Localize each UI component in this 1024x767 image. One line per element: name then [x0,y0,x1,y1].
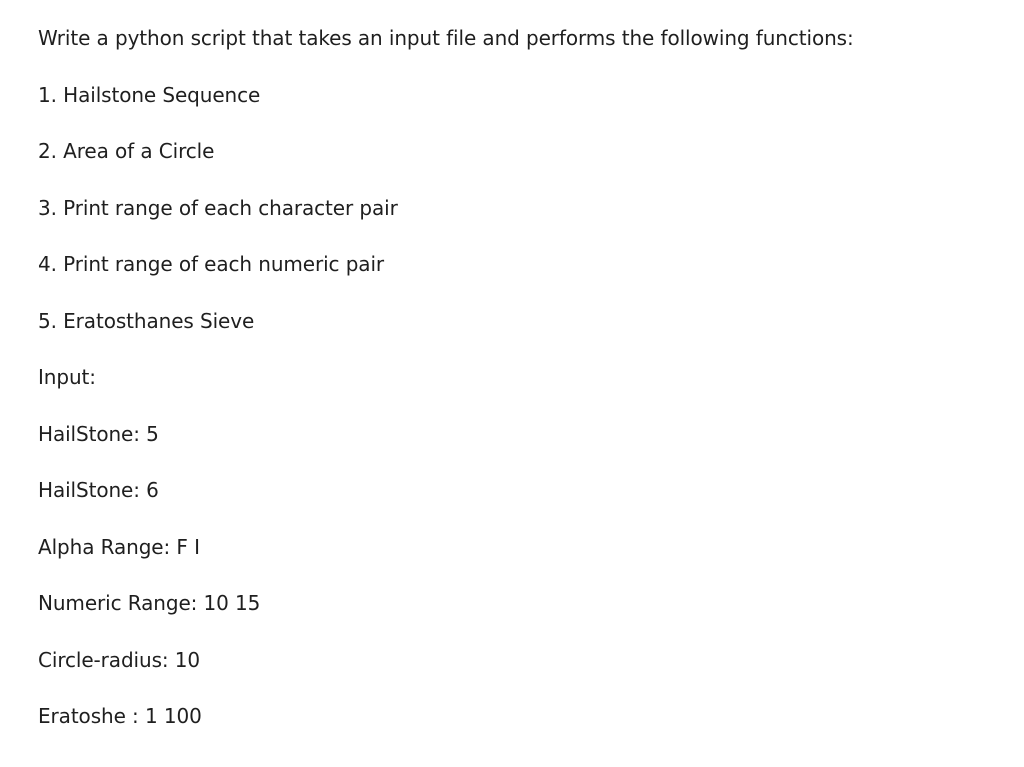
input-line-hailstone-2: HailStone: 6 [38,478,159,502]
function-item-eratosthenes-sieve: 5. Eratosthanes Sieve [38,308,255,333]
input-heading: Input: [38,365,96,389]
input-line-hailstone-1: HailStone: 5 [38,421,159,446]
input-line-numeric-range: Numeric Range: 10 15 [38,591,261,615]
function-item-hailstone: 1. Hailstone Sequence [38,82,261,107]
input-line-circle-radius: Circle-radius: 10 [38,647,201,672]
input-line-eratoshe: Eratoshe : 1 100 [38,704,202,728]
input-line-alpha-range: Alpha Range: F I [38,534,200,559]
function-item-numeric-range: 4. Print range of each numeric pair [38,252,385,276]
function-item-character-range: 3. Print range of each character pair [38,195,398,220]
prompt-text: Write a python script that takes an input file and performs the following functions: [38,26,854,50]
function-item-circle-area: 2. Area of a Circle [38,139,215,163]
